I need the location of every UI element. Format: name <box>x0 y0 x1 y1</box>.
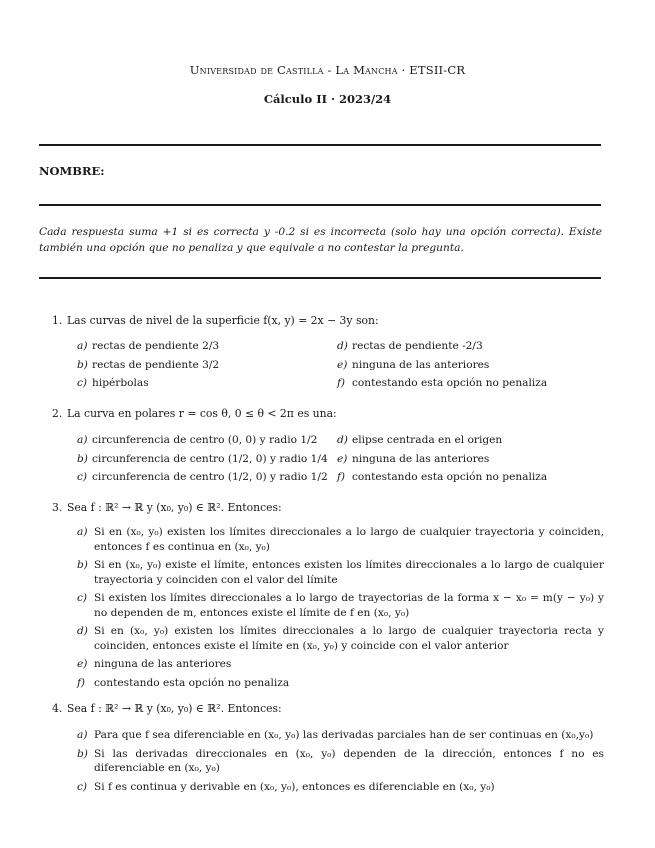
options-list <box>77 525 604 690</box>
option-b: b) Si las derivadas direccionales en (x₀, y₀) dependen de la dirección, entonces f no es diferenciable en (x₀, y₀) <box>77 747 604 774</box>
question-stem <box>52 406 604 421</box>
option-c: c) hipérbolas <box>77 377 149 389</box>
divider <box>39 204 601 206</box>
option-b: b) circunferencia de centro (1/2, 0) y radio 1/4 <box>77 453 328 465</box>
option-a: a) rectas de pendiente 2/3 <box>77 340 220 352</box>
institution-header: Universidad de Castilla - La Mancha · ETSII-CR <box>189 63 466 77</box>
question-number: 1. <box>52 314 63 327</box>
option-b: b) Si en (x₀, y₀) existe el límite, entonces existen los límites direccionales a lo largo de cualquier trayectoria y coinciden con el valor del límite <box>77 559 604 586</box>
divider <box>39 277 601 279</box>
question-text: La curva en polares r = cos θ, 0 ≤ θ < 2π es una: <box>67 407 337 420</box>
options-grid <box>77 340 604 400</box>
option-f: f) contestando esta opción no penaliza <box>337 377 548 389</box>
options-list <box>77 728 604 794</box>
question-stem <box>52 701 604 716</box>
question-stem <box>52 313 604 328</box>
option-d: d) Si en (x₀, y₀) existen los límites direccionales a lo largo de cualquier trayectoria recta y coinciden, entonces existe el límite en (x₀, y₀) y coincide con el valor anterior <box>77 625 604 652</box>
option-d: d) elipse centrada en el origen <box>337 434 503 446</box>
option-c: c) circunferencia de centro (1/2, 0) y radio 1/2 <box>77 471 328 483</box>
question-number: 4. <box>52 702 63 715</box>
question-3 <box>52 500 604 694</box>
options-grid <box>77 434 604 494</box>
instructions-text: Cada respuesta suma +1 si es correcta y -0.2 si es incorrecta (solo hay una opción correcta). Existe también una opción que no penaliza y que equivale a no contestar la pregunta. <box>39 226 602 254</box>
course-title: Cálculo II · 2023/24 <box>263 92 392 106</box>
question-1 <box>52 313 604 400</box>
option-f: f) contestando esta opción no penaliza <box>77 676 290 689</box>
question-stem <box>52 500 604 515</box>
option-a: a) Si en (x₀, y₀) existen los límites direccionales a lo largo de cualquier trayectoria y coinciden, entonces f es continua en (x₀, y₀) <box>77 526 604 553</box>
option-f: f) contestando esta opción no penaliza <box>337 471 548 483</box>
divider <box>39 144 601 146</box>
name-field-label: NOMBRE: <box>39 164 105 178</box>
question-4 <box>52 701 604 798</box>
option-e: e) ninguna de las anteriores <box>337 453 490 465</box>
question-text: Sea f : ℝ² → ℝ y (x₀, y₀) ∈ ℝ². Entonces: <box>67 501 282 514</box>
question-number: 3. <box>52 501 63 514</box>
question-text: Sea f : ℝ² → ℝ y (x₀, y₀) ∈ ℝ². Entonces: <box>67 702 282 715</box>
question-number: 2. <box>52 407 63 420</box>
option-e: e) ninguna de las anteriores <box>337 359 490 371</box>
option-b: b) rectas de pendiente 3/2 <box>77 359 220 371</box>
question-2 <box>52 406 604 494</box>
option-e: e) ninguna de las anteriores <box>77 658 232 670</box>
option-a: a) circunferencia de centro (0, 0) y radio 1/2 <box>77 434 318 446</box>
option-c: c) Si existen los límites direccionales a lo largo de trayectorias de la forma x − x₀ = m(y − y₀) y no dependen de m, entonces existe el límite de f en (x₀, y₀) <box>77 592 604 619</box>
option-d: d) rectas de pendiente -2/3 <box>337 340 483 352</box>
option-c: c) Si f es continua y derivable en (x₀, y₀), entonces es diferenciable en (x₀, y₀) <box>77 780 495 793</box>
option-a: a) Para que f sea diferenciable en (x₀, y₀) las derivadas parciales han de ser continuas en (x₀,y₀) <box>77 729 594 741</box>
question-text: Las curvas de nivel de la superficie f(x, y) = 2x − 3y son: <box>67 314 379 327</box>
